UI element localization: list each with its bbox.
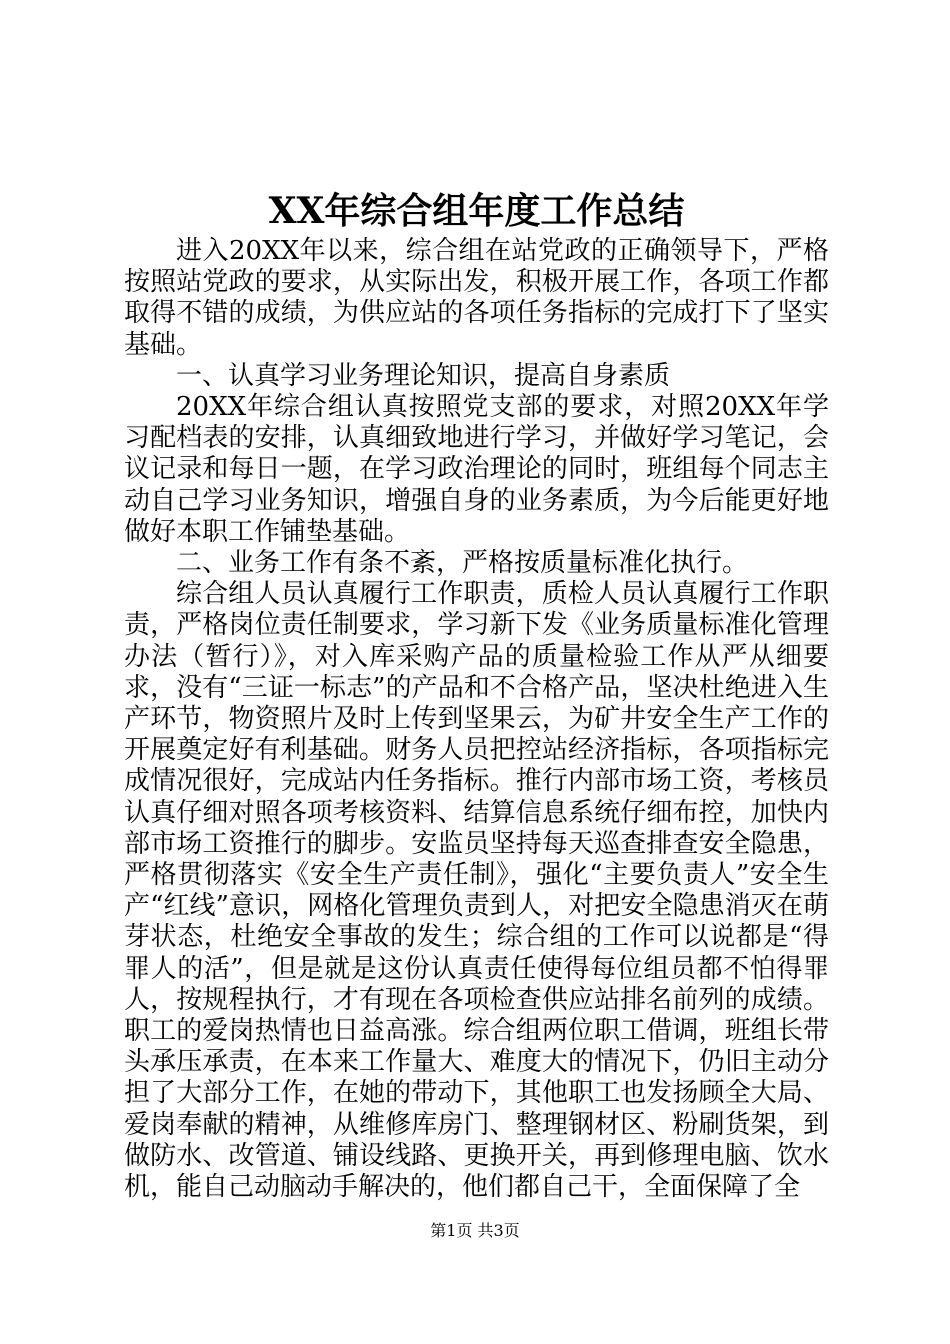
section-2-paragraph: 综合组人员认真履行工作职责，质检人员认真履行工作职责，严格岗位责任制要求，学习新下发《业务质量标准化管理办法（暂行）》，对入库采购产品的质量检验工作从严从细要求，没有“三证一标志”的产品和不合格产品，坚决杜绝进入生产环节，物资照片及时上传到坚果云，为矿井安全生产工作的开展奠定好有利基础。财务人员把控站经济指标，各项指标完成情况很好，完成站内任务指标。推行内部市场工资，考核员认真仔细对照各项考核资料、结算信息系统仔细布控，加快内部市场工资推行的脚步。安监员坚持每天巡查排查安全隐患，严格贯彻落实《安全生产责任制》，强化“主要负责人”安全生产“红线”意识，网格化管理负责到人，对把安全隐患消灭在萌芽状态，杜绝安全事故的发生；综合组的工作可以说都是“得罪人的活”，但是就是这份认真责任使得每位组员都不怕得罪人，按规程执行，才有现在各项检查供应站排名前列的成绩。职工的爱岗热情也日益高涨。综合组两位职工借调，班组长带头承压承责，在本来工作量大、难度大的情况下，仍旧主动分担了大部分工作，在她的带动下，其他职工也发扬顾全大局、爱岗奉献的精神，从维修库房门、整理钢材区、粉刷货架，到做防水、改管道、铺设线路、更换开关，再到修理电脑、饮水机，能自己动脑动手解决的，他们都自己干，全面保障了全 [124, 579, 829, 1203]
page-footer: 第1页 共3页 [430, 1221, 520, 1240]
document-title: XX年综合组年度工作总结 [268, 190, 685, 232]
section-heading-2: 二、业务工作有条不紊，严格按质量标准化执行。 [176, 548, 749, 579]
intro-paragraph: 进入20XX年以来，综合组在站党政的正确领导下，严格按照站党政的要求，从实际出发，积极开展工作，各项工作都取得不错的成绩，为供应站的各项任务指标的完成打下了坚实基础。 [124, 236, 829, 360]
document-body [124, 186, 829, 1203]
section-1-paragraph: 20XX年综合组认真按照党支部的要求，对照20XX年学习配档表的安排，认真细致地进行学习，并做好学习笔记，会议记录和每日一题，在学习政治理论的同时，班组每个同志主动自己学习业务知识，增强自身的业务素质，为今后能更好地做好本职工作铺垫基础。 [124, 392, 829, 547]
section-heading-1: 一、认真学习业务理论知识，提高自身素质 [176, 360, 671, 391]
